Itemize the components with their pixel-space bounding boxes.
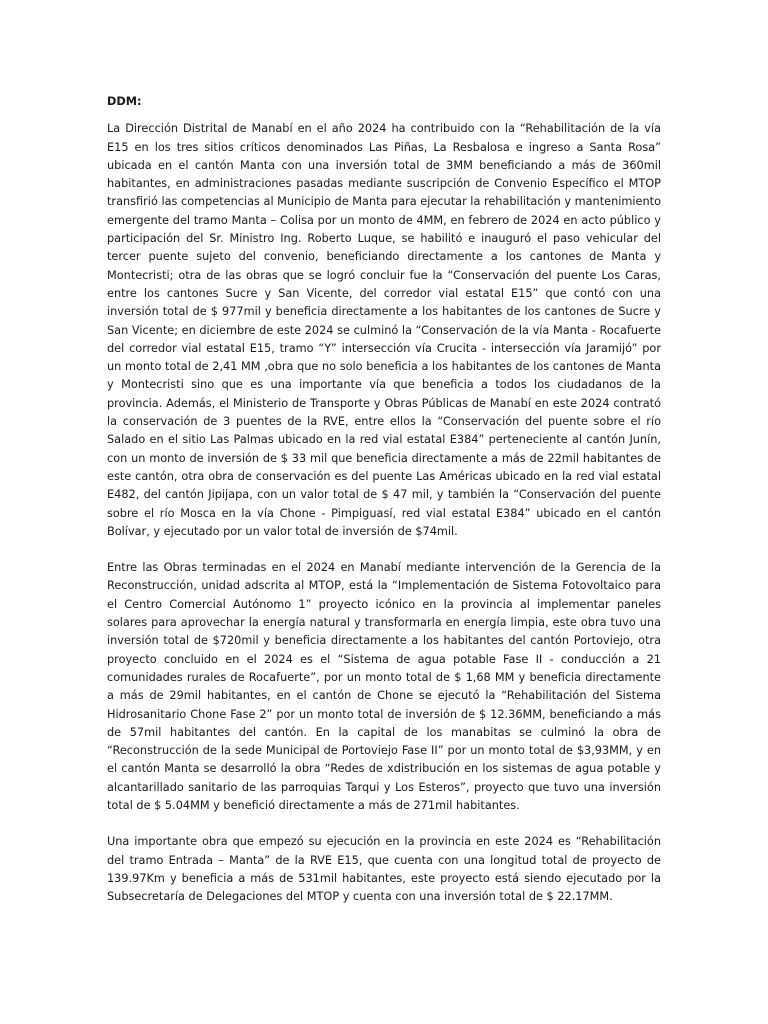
paragraph-3: Una importante obra que empezó su ejecución en la provincia en este 2024 es “Rehabilitación del tramo Entrada – Manta” de la RVE E15, que cuenta con una longitud total de proyecto de 139.97Km y beneficia a más de 531mil habitantes, este proyecto está siendo ejecutado por la Subsecretaría de Delegaciones del MTOP y cuenta con una inversión total de $ 22.17MM. <box>107 835 661 904</box>
document-body <box>107 93 661 924</box>
document-heading: DDM: <box>107 95 142 108</box>
paragraph-2: Entre las Obras terminadas en el 2024 en Manabí mediante intervención de la Gerencia de la Reconstrucción, unidad adscrita al MTOP, está la “Implementación de Sistema Fotovoltaico para el Centro Comercial Autónomo 1” proyecto icónico en la provincia al implementar paneles solares para aprovechar la energía natural y transformarla en energía limpia, este obra tuvo una inversión total de $720mil y beneficia directamente a los habitantes del cantón Portoviejo, otra proyecto concluido en el 2024 es el “Sistema de agua potable Fase II - conducción a 21 comunidades rurales de Rocafuerte”, por un monto total de $ 1,68 MM y beneficia directamente a más de 29mil habitantes, en el cantón de Chone se ejecutó la “Rehabilitación del Sistema Hidrosanitario Chone Fase 2” por un monto total de inversión de $ 12.36MM, beneficiando a más de 57mil habitantes del cantón. En la capital de los manabitas se culminó la obra de “Reconstrucción de la sede Municipal de Portoviejo Fase II” por un monto total de $3,93MM, y en el cantón Manta se desarrolló la obra “Redes de xdistribución en los sistemas de agua potable y alcantarillado sanitario de las parroquias Tarqui y Los Esteros”, proyecto que tuvo una inversión total de $ 5.04MM y benefició directamente a más de 271mil habitantes. <box>107 561 661 812</box>
paragraph-1: La Dirección Distrital de Manabí en el año 2024 ha contribuido con la “Rehabilitación de la vía E15 en los tres sitios críticos denominados Las Piñas, La Resbalosa e ingreso a Santa Rosa” ubicada en el cantón Manta con una inversión total de 3MM beneficiando a más de 360mil habitantes, en administraciones pasadas mediante suscripción de Convenio Específico el MTOP transfirió las competencias al Municipio de Manta para ejecutar la rehabilitación y mantenimiento emergente del tramo Manta – Colisa por un monto de 4MM, en febrero de 2024 en acto público y participación del Sr. Ministro Ing. Roberto Luque, se habilitó e inauguró el paso vehicular del tercer puente sujeto del convenio, beneficiando directamente a los cantones de Manta y Montecristi; otra de las obras que se logró concluir fue la “Conservación del puente Los Caras, entre los cantones Sucre y San Vicente, del corredor vial estatal E15” que contó con una inversión total de $ 977mil y beneficia directamente a los habitantes de los cantones de Sucre y San Vicente; en diciembre de este 2024 se culminó la “Conservación de la vía Manta - Rocafuerte del corredor vial estatal E15, tramo “Y” intersección vía Crucita - intersección vía Jaramijó” por un monto total de 2,41 MM ,obra que no solo beneficia a los habitantes de los cantones de Manta y Montecristi sino que es una importante vía que beneficia a todos los ciudadanos de la provincia. Además, el Ministerio de Transporte y Obras Públicas de Manabí en este 2024 contrató la conservación de 3 puentes de la RVE, entre ellos la “Conservación del puente sobre el río Salado en el sitio Las Palmas ubicado en la red vial estatal E384” perteneciente al cantón Junín, con un monto de inversión de $ 33 mil que beneficia directamente a más de 22mil habitantes de este cantón, otra obra de conservación es del puente Las Américas ubicado en la red vial estatal E482, del cantón Jipijapa, con un valor total de $ 47 mil, y también la “Conservación del puente sobre el río Mosca en la vía Chone - Pimpiguasí, red vial estatal E384” ubicado en el cantón Bolívar, y ejecutado por un valor total de inversión de $74mil. <box>107 122 661 538</box>
